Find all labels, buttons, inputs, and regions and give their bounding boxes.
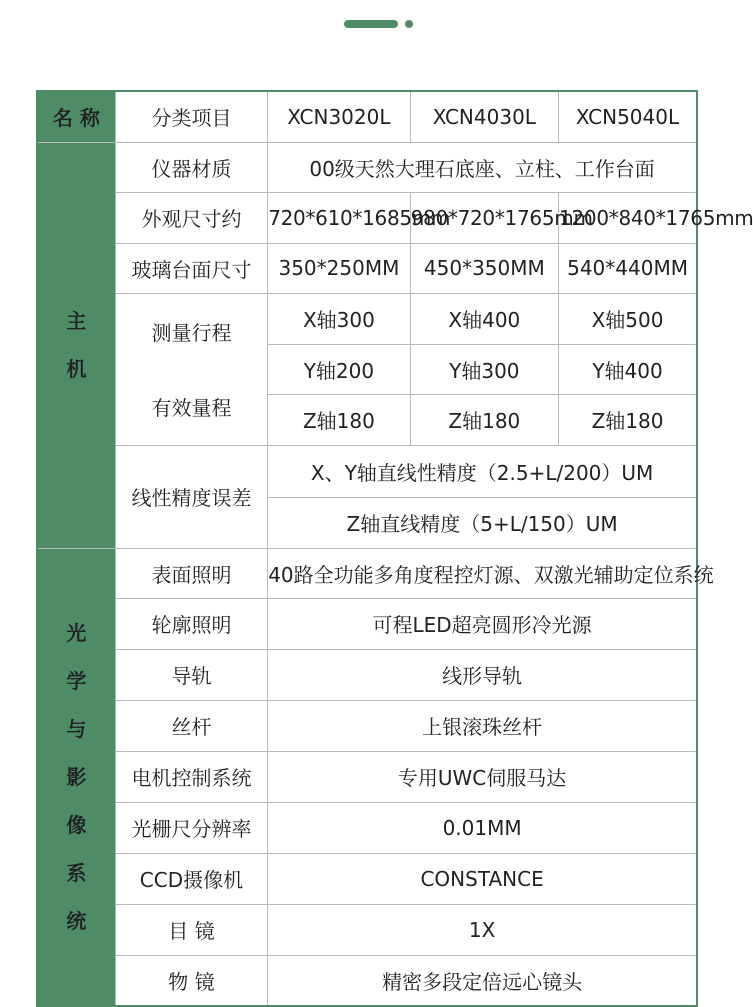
row-value: 980*720*1765mm	[410, 192, 558, 243]
row-value: 00级天然大理石底座、立柱、工作台面	[268, 142, 697, 192]
optics-row	[37, 700, 697, 751]
model-header: XCN5040L	[559, 91, 697, 142]
optics-row	[37, 751, 697, 802]
optics-row	[37, 904, 697, 955]
optics-row	[37, 548, 697, 598]
row-value: X、Y轴直线性精度（2.5+L/200）UM	[268, 445, 697, 497]
dimensions-row	[37, 192, 697, 243]
page-indicator-active	[344, 20, 398, 28]
row-value: 0.01MM	[268, 802, 697, 853]
row-value: 上银滚珠丝杆	[268, 700, 697, 751]
row-value: 1200*840*1765mm	[559, 192, 697, 243]
row-value: 1X	[268, 904, 697, 955]
row-label: 丝杆	[115, 700, 267, 751]
row-label: 光栅尺分辨率	[115, 802, 267, 853]
header-row	[37, 91, 697, 142]
row-value: X轴500	[559, 293, 697, 344]
row-value: Z轴180	[410, 394, 558, 445]
optics-row	[37, 598, 697, 649]
travel-label-cell	[115, 293, 267, 445]
material-row	[37, 142, 697, 192]
row-label: 轮廓照明	[115, 598, 267, 649]
row-value: 精密多段定倍远心镜头	[268, 955, 697, 1006]
host-group-label: 主机	[37, 142, 115, 548]
page-indicator-dot	[405, 20, 413, 28]
row-value: 720*610*1685mm	[268, 192, 410, 243]
model-header: XCN4030L	[410, 91, 558, 142]
page-indicator	[0, 18, 750, 30]
row-label: 表面照明	[115, 548, 267, 598]
row-value: 专用UWC伺服马达	[268, 751, 697, 802]
model-header: XCN3020L	[268, 91, 410, 142]
linear-row	[37, 445, 697, 497]
glass-row	[37, 243, 697, 293]
row-value: Z轴直线精度（5+L/150）UM	[268, 497, 697, 548]
row-value: Y轴400	[559, 344, 697, 394]
row-value: Z轴180	[559, 394, 697, 445]
row-label: CCD摄像机	[115, 853, 267, 904]
row-value: Y轴200	[268, 344, 410, 394]
row-value: 540*440MM	[559, 243, 697, 293]
row-label: 玻璃台面尺寸	[115, 243, 267, 293]
spec-table	[36, 90, 753, 1007]
category-header: 分类项目	[115, 91, 267, 142]
travel-row	[37, 293, 697, 344]
row-value: Y轴300	[410, 344, 558, 394]
row-label: 物 镜	[115, 955, 267, 1006]
row-value: 350*250MM	[268, 243, 410, 293]
optics-row	[37, 853, 697, 904]
row-value: 线形导轨	[268, 649, 697, 700]
row-value: 可程LED超亮圆形冷光源	[268, 598, 697, 649]
row-value: CONSTANCE	[268, 853, 697, 904]
name-header: 名 称	[37, 91, 115, 142]
optics-group-label: 光学与影像系统	[37, 548, 115, 1006]
optics-row	[37, 955, 697, 1006]
row-label: 导轨	[115, 649, 267, 700]
row-label: 仪器材质	[115, 142, 267, 192]
row-label: 测量行程	[151, 321, 232, 345]
optics-row	[37, 649, 697, 700]
row-label: 有效量程	[151, 396, 232, 420]
row-value: 450*350MM	[410, 243, 558, 293]
row-label: 电机控制系统	[115, 751, 267, 802]
row-label: 目 镜	[115, 904, 267, 955]
row-label: 线性精度误差	[115, 445, 267, 548]
row-value: X轴300	[268, 293, 410, 344]
row-value: 40路全功能多角度程控灯源、双激光辅助定位系统	[268, 548, 697, 598]
row-value: Z轴180	[268, 394, 410, 445]
row-label: 外观尺寸约	[115, 192, 267, 243]
row-value: X轴400	[410, 293, 558, 344]
optics-row	[37, 802, 697, 853]
